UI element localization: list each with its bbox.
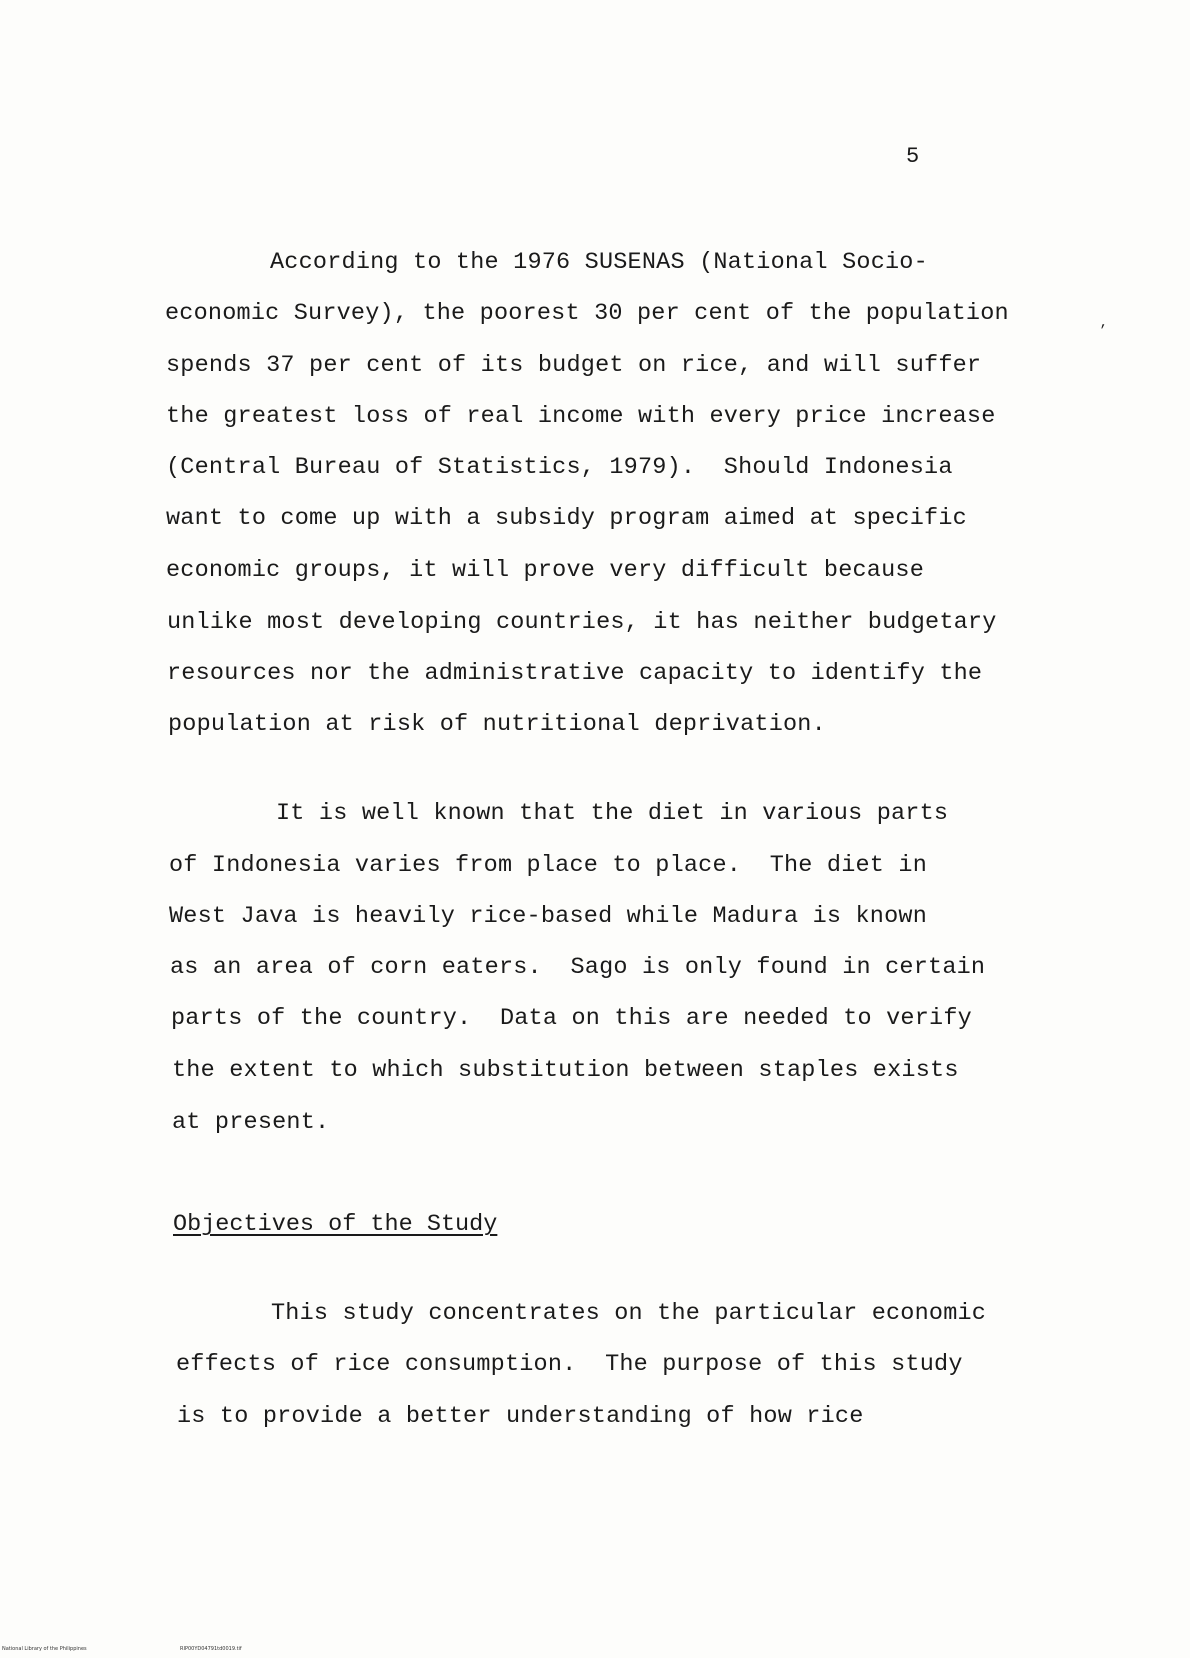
- footer-file-label: RIP00YD04791td0019.tif: [180, 1646, 242, 1652]
- paragraph1-line: economic groups, it will prove very difficult because: [166, 557, 925, 584]
- paragraph2-line: It is well known that the diet in various parts: [276, 800, 949, 827]
- paragraph3-line: This study concentrates on the particular economic: [271, 1300, 987, 1327]
- paragraph2-line: the extent to which substitution between staples exists: [172, 1057, 959, 1084]
- paragraph1-line: resources nor the administrative capacity to identify the: [167, 660, 983, 687]
- paragraph1-line: population at risk of nutritional deprivation.: [168, 711, 826, 738]
- page-number: 5: [906, 144, 920, 169]
- section-heading: Objectives of the Study: [173, 1211, 498, 1238]
- paragraph2-line: of Indonesia varies from place to place. The diet in: [169, 852, 928, 879]
- paragraph2-line: West Java is heavily rice-based while Madura is known: [169, 903, 928, 930]
- paragraph2-line: as an area of corn eaters. Sago is only found in certain: [170, 954, 986, 981]
- paragraph1-line: economic Survey), the poorest 30 per cent of the population: [165, 300, 1009, 327]
- stray-mark: ‚: [1099, 315, 1108, 331]
- paragraph1-line: (Central Bureau of Statistics, 1979). Should Indonesia: [166, 454, 953, 481]
- paragraph3-line: is to provide a better understanding of how rice: [177, 1403, 864, 1430]
- paragraph1-line: spends 37 per cent of its budget on rice, and will suffer: [166, 352, 982, 379]
- paragraph1-line: the greatest loss of real income with every price increase: [166, 403, 996, 430]
- paragraph3-line: effects of rice consumption. The purpose of this study: [176, 1351, 963, 1378]
- paragraph1-line: want to come up with a subsidy program aimed at specific: [166, 505, 967, 532]
- paragraph1-line: unlike most developing countries, it has neither budgetary: [167, 609, 997, 636]
- paragraph1-line: According to the 1976 SUSENAS (National Socio-: [270, 249, 928, 276]
- paragraph2-line: parts of the country. Data on this are needed to verify: [171, 1005, 972, 1032]
- paragraph2-line: at present.: [172, 1109, 330, 1136]
- footer-library-label: National Library of the Philippines: [2, 1646, 87, 1652]
